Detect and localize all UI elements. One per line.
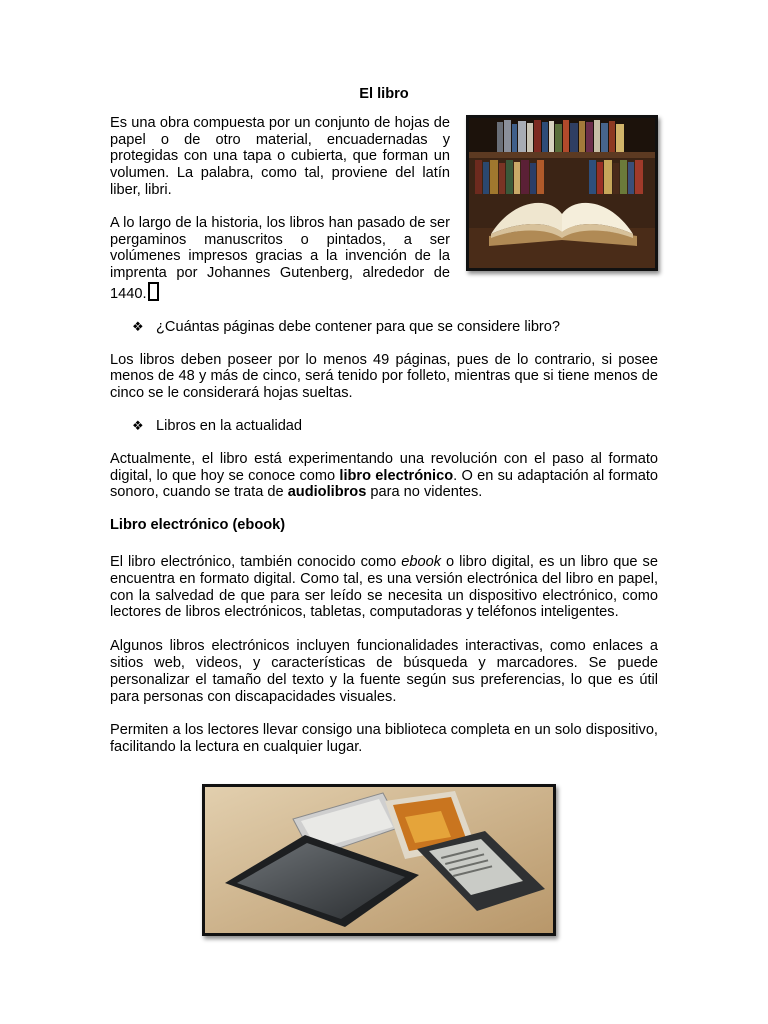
features-paragraph: Algunos libros electrónicos incluyen funcionalidades interactivas, como enlaces a sitios web, videos, y características de búsqueda y marcadores. Se puede personalizar el tamaño del texto y la fuente según sus preferencias, lo que es útil para personas con discapacidades visuales. (110, 638, 658, 705)
bullet-item-actualidad (132, 418, 658, 435)
actualidad-text-3: para no videntes. (366, 484, 483, 501)
intro-paragraph-1: Es una obra compuesta por un conjunto de hojas de papel o de otro material, encuadernadas y protegidas con una tapa o cubierta, que forman un volumen. La palabra, como tal, proviene del latín liber, libri. (110, 114, 450, 198)
bullet-text: Libros en la actualidad (156, 417, 303, 434)
text-cursor-box (148, 282, 159, 301)
actualidad-text-1: Actualmente, el libro está experimentando una revolución con el paso al formato digital, lo que hoy se conoce como (110, 450, 658, 484)
intro-paragraph-2-text: A lo largo de la historia, los libros han pasado de ser pergaminos manuscritos o pintados, a ser volúmenes impresos gracias a la invención de la imprenta por Johannes Gutenberg, alrededor de 1440. (110, 214, 450, 302)
actualidad-text-2: . O en su adaptación al formato sonoro, cuando se trata de (110, 467, 659, 501)
diamond-bullet-icon: ❖ (132, 318, 144, 334)
ebook-subheading: Libro electrónico (ebook) (110, 517, 286, 534)
actualidad-bold-2: audiolibros (287, 484, 367, 501)
ebook-text-1: El libro electrónico, también conocido como (110, 553, 402, 570)
bullet-text: ¿Cuántas páginas debe contener para que se considere libro? (156, 318, 561, 335)
ebook-paragraph (110, 554, 658, 621)
ereaders-photo (202, 784, 556, 936)
actualidad-paragraph (110, 451, 658, 501)
bullet-item-pages (132, 319, 658, 336)
ebook-italic: ebook (401, 553, 442, 570)
open-book-photo (466, 115, 658, 271)
library-paragraph: Permiten a los lectores llevar consigo una biblioteca completa en un solo dispositivo, facilitando la lectura en cualquier lugar. (110, 722, 658, 756)
diamond-bullet-icon: ❖ (132, 417, 144, 433)
document-title: El libro (359, 86, 409, 102)
document-page (110, 86, 658, 756)
pages-paragraph: Los libros deben poseer por lo menos 49 páginas, pues de lo contrario, si posee menos de 48 y más de cinco, será tenido por folleto, mientras que si tiene menos de cinco se le considerará hojas sueltas. (110, 351, 658, 402)
actualidad-bold-1: libro electrónico (339, 467, 454, 484)
ebook-text-2: o libro digital, es un libro que se encuentra en formato digital. Como tal, es una versión electrónica del libro en papel, con la salvedad de que para ser leído se necesita un dispositivo electrónico, como lectores de libros electrónicos, tabletas, computadoras y teléfonos inteligentes. (110, 553, 658, 621)
